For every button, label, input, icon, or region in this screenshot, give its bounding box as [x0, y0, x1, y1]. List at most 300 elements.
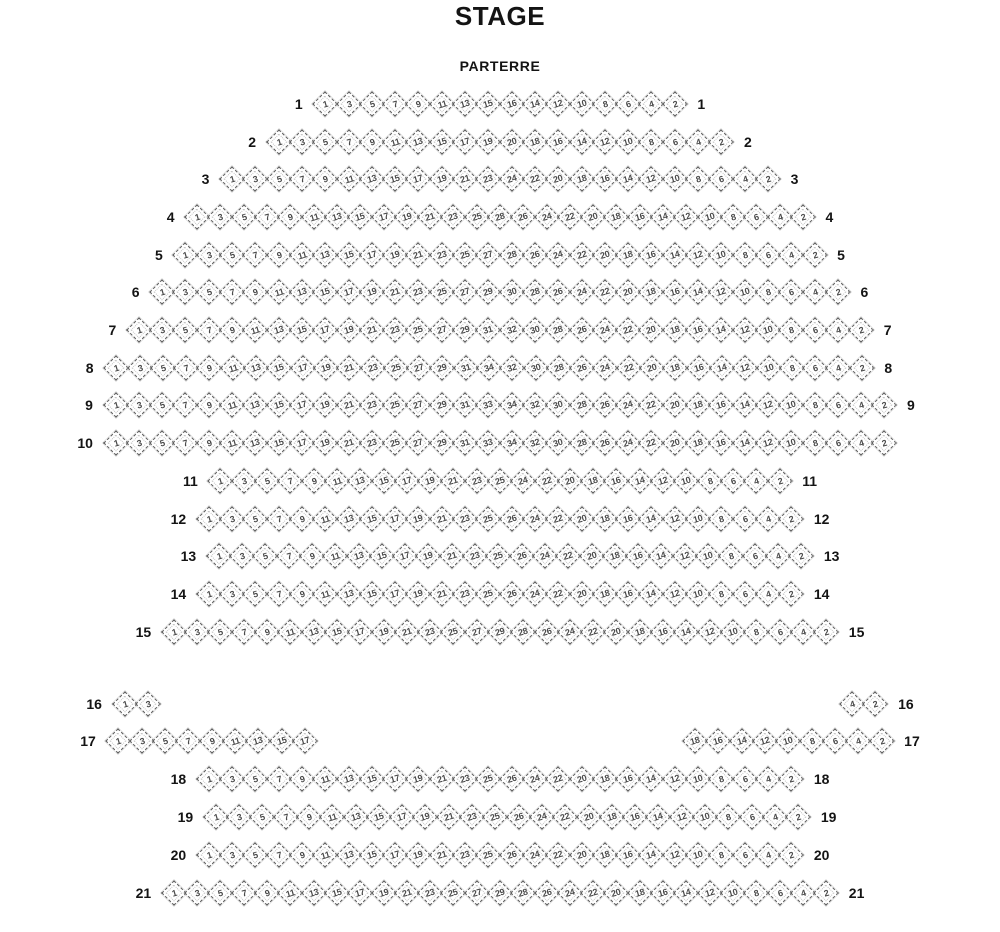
seat[interactable] [290, 841, 313, 869]
seat[interactable] [663, 165, 686, 193]
seat[interactable] [698, 203, 721, 231]
seat[interactable] [407, 354, 430, 382]
seat[interactable] [616, 165, 639, 193]
seat[interactable] [721, 879, 744, 907]
seat[interactable] [267, 128, 290, 156]
seat[interactable] [185, 618, 208, 646]
seat[interactable] [220, 580, 243, 608]
seat[interactable] [270, 727, 293, 755]
seat[interactable] [151, 354, 174, 382]
seat[interactable] [337, 128, 360, 156]
seat[interactable] [757, 354, 780, 382]
seat[interactable] [360, 90, 383, 118]
seat[interactable] [733, 505, 756, 533]
seat[interactable] [605, 879, 628, 907]
seat[interactable] [174, 278, 197, 306]
seat[interactable] [663, 90, 686, 118]
seat[interactable] [593, 128, 616, 156]
seat[interactable] [780, 354, 803, 382]
seat[interactable] [267, 391, 290, 419]
seat[interactable] [512, 618, 535, 646]
seat[interactable] [290, 429, 313, 457]
seat[interactable] [500, 316, 523, 344]
seat[interactable] [453, 316, 476, 344]
seat[interactable] [197, 391, 220, 419]
seat[interactable] [826, 391, 849, 419]
seat[interactable] [267, 241, 290, 269]
seat[interactable] [547, 128, 570, 156]
seat[interactable] [314, 316, 337, 344]
seat[interactable] [384, 165, 407, 193]
seat[interactable] [593, 316, 616, 344]
seat[interactable] [733, 580, 756, 608]
seat[interactable] [349, 618, 372, 646]
seat[interactable] [223, 727, 246, 755]
seat[interactable] [290, 765, 313, 793]
seat[interactable] [360, 241, 383, 269]
seat[interactable] [337, 391, 360, 419]
seat[interactable] [787, 803, 810, 831]
seat[interactable] [593, 165, 616, 193]
seat[interactable] [104, 429, 127, 457]
seat[interactable] [686, 391, 709, 419]
seat[interactable] [756, 841, 779, 869]
seat[interactable] [547, 316, 570, 344]
seat[interactable] [733, 165, 756, 193]
seat[interactable] [733, 278, 756, 306]
seat[interactable] [616, 241, 639, 269]
seat[interactable] [500, 90, 523, 118]
seat[interactable] [488, 618, 511, 646]
seat[interactable] [523, 278, 546, 306]
seat[interactable] [687, 354, 710, 382]
seat[interactable] [267, 278, 290, 306]
seat[interactable] [277, 542, 300, 570]
seat[interactable] [570, 165, 593, 193]
seat[interactable] [651, 879, 674, 907]
seat[interactable] [593, 765, 616, 793]
seat[interactable] [593, 278, 616, 306]
seat[interactable] [290, 165, 313, 193]
seat[interactable] [582, 203, 605, 231]
seat[interactable] [684, 727, 707, 755]
seat[interactable] [640, 90, 663, 118]
seat[interactable] [547, 765, 570, 793]
seat[interactable] [407, 241, 430, 269]
seat[interactable] [710, 391, 733, 419]
seat[interactable] [710, 841, 733, 869]
seat[interactable] [314, 278, 337, 306]
seat[interactable] [873, 429, 896, 457]
seat[interactable] [209, 467, 232, 495]
seat[interactable] [512, 879, 535, 907]
seat[interactable] [384, 391, 407, 419]
seat[interactable] [640, 429, 663, 457]
seat[interactable] [291, 354, 314, 382]
seat[interactable] [500, 505, 523, 533]
seat[interactable] [533, 542, 556, 570]
seat[interactable] [616, 765, 639, 793]
seat[interactable] [582, 879, 605, 907]
seat[interactable] [442, 467, 465, 495]
seat[interactable] [314, 165, 337, 193]
seat[interactable] [582, 467, 605, 495]
seat[interactable] [414, 803, 437, 831]
seat[interactable] [338, 354, 361, 382]
seat[interactable] [663, 505, 686, 533]
seat[interactable] [372, 879, 395, 907]
seat[interactable] [360, 165, 383, 193]
seat[interactable] [827, 354, 850, 382]
seat[interactable] [227, 803, 250, 831]
seat[interactable] [477, 165, 500, 193]
seat[interactable] [197, 429, 220, 457]
seat[interactable] [395, 879, 418, 907]
seat[interactable] [605, 467, 628, 495]
seat[interactable] [372, 203, 395, 231]
seat[interactable] [127, 316, 150, 344]
seat[interactable] [324, 542, 347, 570]
seat[interactable] [873, 391, 896, 419]
seat[interactable] [710, 765, 733, 793]
seat[interactable] [558, 467, 581, 495]
seat[interactable] [395, 618, 418, 646]
seat[interactable] [616, 128, 639, 156]
seat[interactable] [477, 505, 500, 533]
seat[interactable] [570, 391, 593, 419]
seat[interactable] [430, 90, 453, 118]
seat[interactable] [314, 391, 337, 419]
seat[interactable] [547, 165, 570, 193]
seat[interactable] [500, 128, 523, 156]
seat[interactable] [395, 467, 418, 495]
seat[interactable] [136, 690, 159, 718]
seat[interactable] [297, 803, 320, 831]
seat[interactable] [302, 618, 325, 646]
seat[interactable] [477, 391, 500, 419]
seat[interactable] [640, 505, 663, 533]
seat[interactable] [616, 391, 639, 419]
seat[interactable] [430, 505, 453, 533]
seat[interactable] [220, 841, 243, 869]
seat[interactable] [244, 505, 267, 533]
seat[interactable] [780, 505, 803, 533]
seat[interactable] [430, 316, 453, 344]
seat[interactable] [743, 542, 766, 570]
seat[interactable] [686, 841, 709, 869]
seat[interactable] [431, 354, 454, 382]
seat[interactable] [558, 879, 581, 907]
seat[interactable] [209, 203, 232, 231]
seat[interactable] [487, 542, 510, 570]
seat[interactable] [710, 316, 733, 344]
seat[interactable] [768, 879, 791, 907]
seat[interactable] [407, 505, 430, 533]
seat[interactable] [547, 90, 570, 118]
seat[interactable] [721, 467, 744, 495]
seat[interactable] [803, 278, 826, 306]
seat[interactable] [730, 727, 753, 755]
seat[interactable] [720, 542, 743, 570]
seat[interactable] [616, 90, 639, 118]
seat[interactable] [325, 879, 348, 907]
seat[interactable] [407, 391, 430, 419]
seat[interactable] [128, 354, 151, 382]
seat[interactable] [547, 429, 570, 457]
seat[interactable] [756, 505, 779, 533]
seat[interactable] [766, 542, 789, 570]
seat[interactable] [207, 542, 230, 570]
seat[interactable] [477, 841, 500, 869]
seat[interactable] [698, 618, 721, 646]
seat[interactable] [162, 618, 185, 646]
seat[interactable] [349, 879, 372, 907]
seat[interactable] [477, 90, 500, 118]
seat[interactable] [616, 841, 639, 869]
seat[interactable] [815, 879, 838, 907]
seat[interactable] [626, 542, 649, 570]
seat[interactable] [255, 203, 278, 231]
seat[interactable] [477, 316, 500, 344]
seat[interactable] [616, 429, 639, 457]
seat[interactable] [733, 765, 756, 793]
seat[interactable] [267, 580, 290, 608]
seat[interactable] [523, 128, 546, 156]
seat[interactable] [686, 165, 709, 193]
seat[interactable] [453, 90, 476, 118]
seat[interactable] [756, 278, 779, 306]
seat[interactable] [554, 803, 577, 831]
seat[interactable] [360, 505, 383, 533]
seat[interactable] [663, 765, 686, 793]
seat[interactable] [453, 429, 476, 457]
seat[interactable] [535, 879, 558, 907]
seat[interactable] [530, 803, 553, 831]
seat[interactable] [616, 505, 639, 533]
seat[interactable] [337, 165, 360, 193]
seat[interactable] [244, 316, 267, 344]
seat[interactable] [113, 690, 136, 718]
seat[interactable] [407, 316, 430, 344]
seat[interactable] [488, 879, 511, 907]
seat[interactable] [384, 580, 407, 608]
seat[interactable] [570, 241, 593, 269]
seat[interactable] [594, 354, 617, 382]
seat[interactable] [337, 505, 360, 533]
seat[interactable] [267, 429, 290, 457]
seat[interactable] [453, 241, 476, 269]
seat[interactable] [510, 542, 533, 570]
seat[interactable] [453, 765, 476, 793]
seat[interactable] [274, 803, 297, 831]
seat[interactable] [664, 354, 687, 382]
seat[interactable] [605, 203, 628, 231]
seat[interactable] [255, 467, 278, 495]
seat[interactable] [628, 467, 651, 495]
seat[interactable] [803, 391, 826, 419]
seat[interactable] [547, 354, 570, 382]
seat[interactable] [571, 354, 594, 382]
seat[interactable] [105, 354, 128, 382]
seat[interactable] [710, 505, 733, 533]
seat[interactable] [650, 542, 673, 570]
seat[interactable] [756, 241, 779, 269]
seat[interactable] [847, 727, 870, 755]
seat[interactable] [254, 542, 277, 570]
seat[interactable] [360, 765, 383, 793]
seat[interactable] [675, 618, 698, 646]
seat[interactable] [686, 580, 709, 608]
seat[interactable] [686, 505, 709, 533]
seat[interactable] [693, 803, 716, 831]
seat[interactable] [361, 354, 384, 382]
seat[interactable] [686, 429, 709, 457]
seat[interactable] [197, 580, 220, 608]
seat[interactable] [465, 618, 488, 646]
seat[interactable] [570, 580, 593, 608]
seat[interactable] [391, 803, 414, 831]
seat[interactable] [463, 542, 486, 570]
seat[interactable] [407, 841, 430, 869]
seat[interactable] [130, 727, 153, 755]
seat[interactable] [651, 203, 674, 231]
seat[interactable] [197, 841, 220, 869]
seat[interactable] [849, 316, 872, 344]
seat[interactable] [593, 241, 616, 269]
seat[interactable] [523, 429, 546, 457]
seat[interactable] [174, 391, 197, 419]
seat[interactable] [535, 203, 558, 231]
seat[interactable] [663, 841, 686, 869]
seat[interactable] [153, 727, 176, 755]
seat[interactable] [220, 165, 243, 193]
seat[interactable] [384, 316, 407, 344]
seat[interactable] [740, 803, 763, 831]
seat[interactable] [640, 316, 663, 344]
seat[interactable] [640, 165, 663, 193]
seat[interactable] [185, 879, 208, 907]
seat[interactable] [325, 618, 348, 646]
seat[interactable] [384, 765, 407, 793]
seat[interactable] [768, 618, 791, 646]
seat[interactable] [791, 879, 814, 907]
seat[interactable] [617, 354, 640, 382]
seat[interactable] [663, 241, 686, 269]
seat[interactable] [570, 90, 593, 118]
seat[interactable] [370, 542, 393, 570]
seat[interactable] [616, 316, 639, 344]
seat[interactable] [344, 803, 367, 831]
seat[interactable] [803, 316, 826, 344]
seat[interactable] [430, 128, 453, 156]
seat[interactable] [279, 879, 302, 907]
seat[interactable] [442, 618, 465, 646]
seat[interactable] [314, 429, 337, 457]
seat[interactable] [849, 429, 872, 457]
seat[interactable] [710, 354, 733, 382]
seat[interactable] [651, 618, 674, 646]
seat[interactable] [780, 580, 803, 608]
seat[interactable] [570, 316, 593, 344]
seat[interactable] [477, 429, 500, 457]
seat[interactable] [710, 278, 733, 306]
seat[interactable] [460, 803, 483, 831]
seat[interactable] [232, 879, 255, 907]
seat[interactable] [640, 128, 663, 156]
seat[interactable] [524, 354, 547, 382]
seat[interactable] [603, 542, 626, 570]
seat[interactable] [500, 580, 523, 608]
seat[interactable] [780, 391, 803, 419]
seat[interactable] [663, 580, 686, 608]
seat[interactable] [582, 618, 605, 646]
seat[interactable] [745, 618, 768, 646]
seat[interactable] [384, 505, 407, 533]
seat[interactable] [501, 354, 524, 382]
seat[interactable] [500, 391, 523, 419]
seat[interactable] [675, 467, 698, 495]
seat[interactable] [384, 354, 407, 382]
seat[interactable] [394, 542, 417, 570]
seat[interactable] [302, 879, 325, 907]
seat[interactable] [418, 879, 441, 907]
seat[interactable] [430, 391, 453, 419]
seat[interactable] [300, 542, 323, 570]
seat[interactable] [290, 278, 313, 306]
seat[interactable] [360, 316, 383, 344]
seat[interactable] [790, 542, 813, 570]
seat[interactable] [850, 354, 873, 382]
seat[interactable] [710, 429, 733, 457]
seat[interactable] [151, 391, 174, 419]
seat[interactable] [721, 203, 744, 231]
seat[interactable] [255, 879, 278, 907]
seat[interactable] [663, 128, 686, 156]
seat[interactable] [372, 467, 395, 495]
seat[interactable] [384, 241, 407, 269]
seat[interactable] [780, 765, 803, 793]
seat[interactable] [647, 803, 670, 831]
seat[interactable] [623, 803, 646, 831]
seat[interactable] [220, 278, 243, 306]
seat[interactable] [197, 278, 220, 306]
seat[interactable] [640, 241, 663, 269]
seat[interactable] [430, 765, 453, 793]
seat[interactable] [337, 90, 360, 118]
seat[interactable] [360, 841, 383, 869]
seat[interactable] [430, 241, 453, 269]
seat[interactable] [756, 765, 779, 793]
seat[interactable] [177, 727, 200, 755]
seat[interactable] [384, 128, 407, 156]
seat[interactable] [500, 278, 523, 306]
seat[interactable] [570, 128, 593, 156]
seat[interactable] [314, 354, 337, 382]
seat[interactable] [232, 618, 255, 646]
seat[interactable] [523, 316, 546, 344]
seat[interactable] [804, 354, 827, 382]
seat[interactable] [314, 241, 337, 269]
seat[interactable] [500, 841, 523, 869]
seat[interactable] [314, 841, 337, 869]
seat[interactable] [547, 580, 570, 608]
seat[interactable] [407, 90, 430, 118]
seat[interactable] [570, 841, 593, 869]
seat[interactable] [290, 128, 313, 156]
seat[interactable] [605, 618, 628, 646]
seat[interactable] [268, 354, 291, 382]
seat[interactable] [232, 467, 255, 495]
